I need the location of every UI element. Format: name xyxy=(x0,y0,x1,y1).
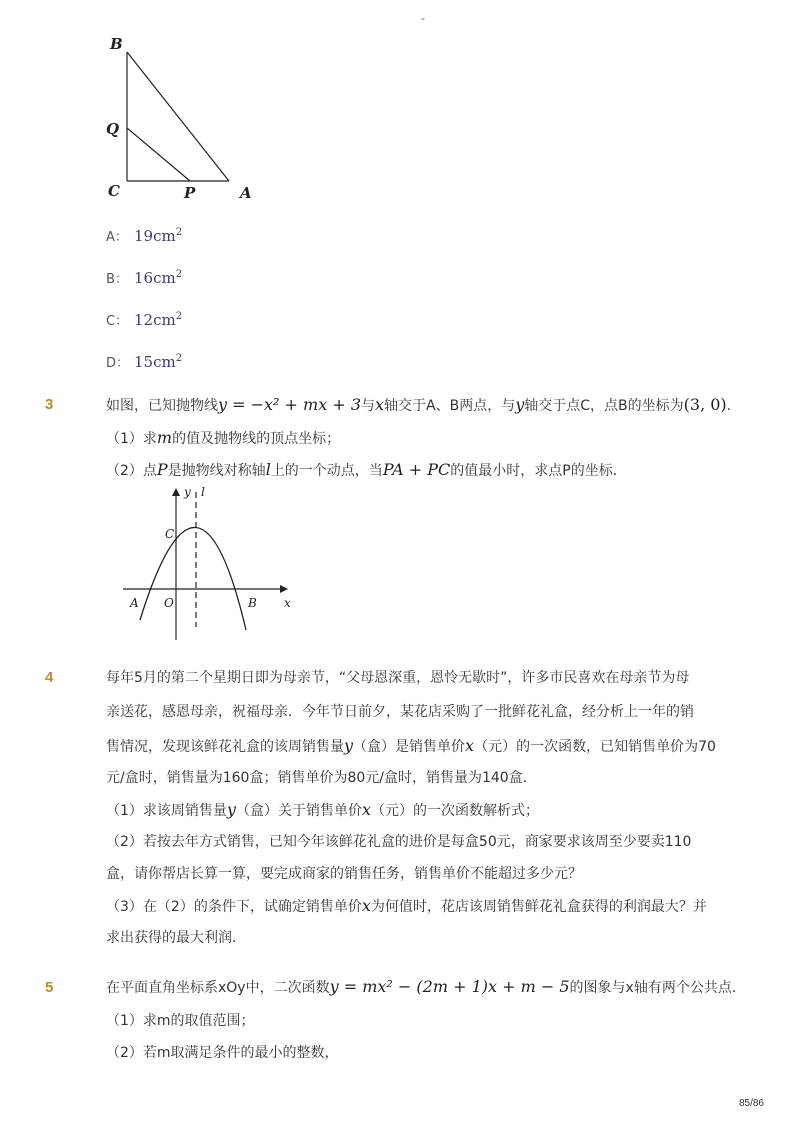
q4-sub3-line2: 求出获得的最大利润． xyxy=(106,930,246,946)
parabola-curve xyxy=(140,527,246,630)
option-letter: A： xyxy=(106,230,128,245)
q4-stem-line: 每年5月的第二个星期日即为母亲节，“父母恩深重，恩怜无歇时”，许多市民喜欢在母亲节为母 xyxy=(106,670,690,686)
question-number: 3 xyxy=(45,396,54,413)
q5-sub2: （2）若m取满足条件的最小的整数， xyxy=(106,1045,339,1061)
triangle-figure xyxy=(100,30,270,210)
label-P: P xyxy=(184,184,196,202)
page-number: 85/86 xyxy=(738,1098,764,1109)
option-a[interactable] xyxy=(106,226,182,245)
option-value: $12cm^2$ xyxy=(134,311,183,329)
label-Q: Q xyxy=(106,120,120,138)
label-A: A xyxy=(240,184,252,202)
label-l: l xyxy=(201,485,205,499)
option-value: $15cm^2$ xyxy=(134,353,183,371)
option-letter: D： xyxy=(106,356,130,371)
option-value: $16cm^2$ xyxy=(134,269,183,287)
q3-stem: 如图，已知抛物线y = −x² + mx + 3与x轴交于A、B两点，与y轴交于点C，点B的坐标为(3, 0). xyxy=(106,395,732,414)
question-number: 4 xyxy=(45,669,54,686)
q3-sub2: （2）点P是抛物线对称轴l上的一个动点，当PA + PC的值最小时，求点P的坐标． xyxy=(106,460,627,479)
q5-sub1: （1）求m的取值范围； xyxy=(106,1013,255,1029)
q3-sub1: （1）求m的值及抛物线的顶点坐标； xyxy=(106,428,341,447)
top-mark: - xyxy=(421,12,425,25)
label-x: x xyxy=(284,596,291,610)
option-b[interactable] xyxy=(106,268,182,287)
option-value: $19cm^2$ xyxy=(134,227,183,245)
label-y: y xyxy=(184,485,191,499)
segment-AB xyxy=(127,52,229,181)
label-A: A xyxy=(130,596,139,610)
q4-sub2-line: （2）若按去年方式销售，已知今年该鲜花礼盒的进价是每盒50元，商家要求该周至少要卖110 xyxy=(106,834,692,850)
q4-stem-line: 亲送花，感恩母亲，祝福母亲．今年节日前夕，某花店采购了一批鲜花礼盒，经分析上一年的销 xyxy=(106,704,694,720)
q4-sub1: （1）求该周销售量y（盒）关于销售单价x（元）的一次函数解析式； xyxy=(106,800,539,819)
label-O: O xyxy=(164,596,174,610)
option-c[interactable] xyxy=(106,310,182,329)
q4-sub3: （3）在（2）的条件下，试确定销售单价x为何值时，花店该周销售鲜花礼盒获得的利润最大？并 xyxy=(106,896,707,915)
question-number: 5 xyxy=(45,979,54,996)
option-d[interactable] xyxy=(106,352,182,371)
x-axis-arrow xyxy=(280,585,288,593)
parabola-figure xyxy=(118,480,298,645)
y-axis-arrow xyxy=(172,488,180,496)
q4-sub2-line: 盒，请你帮店长算一算，要完成商家的销售任务，销售单价不能超过多少元？ xyxy=(106,866,582,882)
label-B: B xyxy=(110,35,123,53)
label-C: C xyxy=(108,182,120,200)
option-letter: C： xyxy=(106,314,129,329)
segment-QP xyxy=(127,128,190,181)
q4-stem-line: 元/盒时，销售量为160盒；销售单价为80元/盒时，销售量为140盒． xyxy=(106,770,537,786)
option-letter: B： xyxy=(106,272,128,287)
q4-stem-line: 售情况，发现该鲜花礼盒的该周销售量y（盒）是销售单价x（元）的一次函数，已知销售单价为70 xyxy=(106,736,716,755)
label-C: C xyxy=(165,527,175,541)
label-B: B xyxy=(248,596,257,610)
q5-stem: 在平面直角坐标系xOy中，二次函数y = mx² − (2m + 1)x + m − 5的图象与x轴有两个公共点． xyxy=(106,977,746,996)
